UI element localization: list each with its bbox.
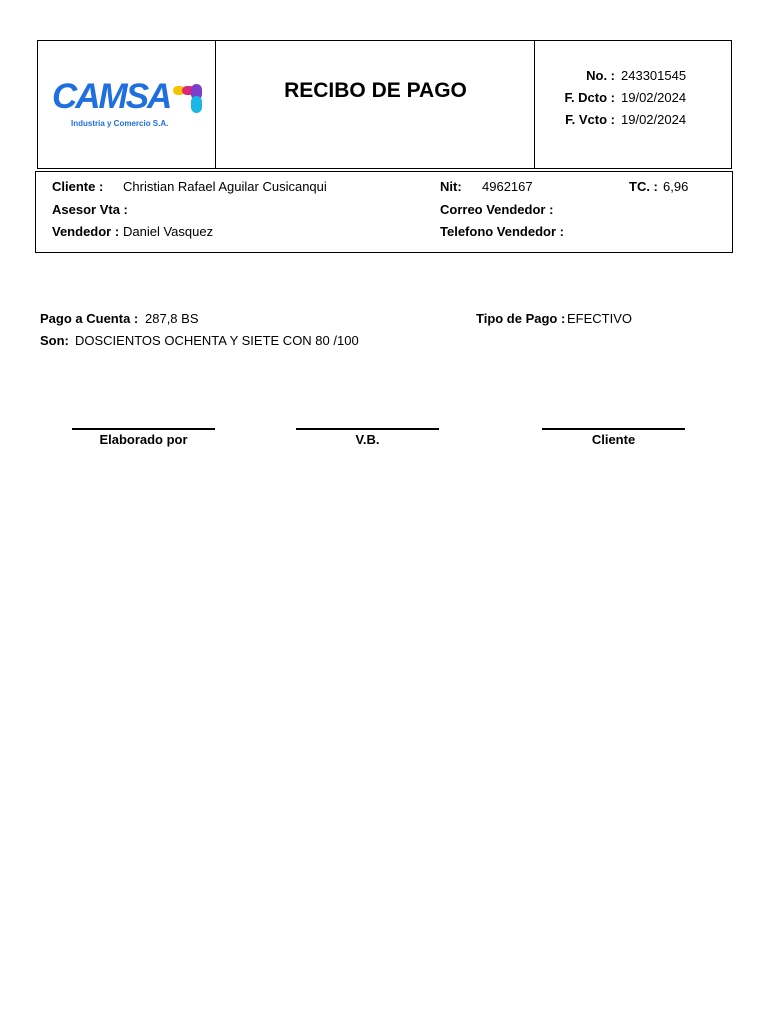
logo-mark-icon <box>173 84 203 114</box>
client-info-box <box>35 171 733 253</box>
tipo-pago-label: Tipo de Pago : <box>476 311 566 326</box>
logo-text: CAMSA <box>52 77 171 116</box>
telefono-vendedor-label: Telefono Vendedor : <box>440 224 564 239</box>
pago-cuenta-label: Pago a Cuenta : <box>40 311 139 326</box>
vb-label: V.B. <box>355 432 380 447</box>
logo-subtitle: Industria y Comercio S.A. <box>71 119 169 128</box>
due-date-label: F. Vcto : <box>565 112 615 127</box>
signature-line-cliente <box>542 428 685 430</box>
cliente-value: Christian Rafael Aguilar Cusicanqui <box>123 179 327 194</box>
doc-date: 19/02/2024 <box>621 90 687 105</box>
tipo-pago-value: EFECTIVO <box>567 311 633 326</box>
vendedor-label: Vendedor : <box>52 224 120 239</box>
nit-label: Nit: <box>440 179 462 194</box>
signature-line-elaborado <box>72 428 215 430</box>
due-date: 19/02/2024 <box>621 112 687 127</box>
tc-value: 6,96 <box>663 179 689 194</box>
asesor-label: Asesor Vta : <box>52 202 128 217</box>
cliente-signature-label: Cliente <box>591 432 636 447</box>
signature-line-vb <box>296 428 439 430</box>
header-divider <box>215 41 216 168</box>
nit-value: 4962167 <box>482 179 533 194</box>
number-label: No. : <box>586 68 615 83</box>
doc-date-label: F. Dcto : <box>564 90 615 105</box>
elaborado-por-label: Elaborado por <box>99 432 188 447</box>
correo-vendedor-label: Correo Vendedor : <box>440 202 554 217</box>
son-value: DOSCIENTOS OCHENTA Y SIETE CON 80 /100 <box>75 333 359 348</box>
document-title: RECIBO DE PAGO <box>284 79 467 102</box>
tc-label: TC. : <box>629 179 658 194</box>
vendedor-value: Daniel Vasquez <box>123 224 214 239</box>
cliente-label: Cliente : <box>52 179 104 194</box>
receipt-number: 243301545 <box>621 68 687 83</box>
son-label: Son: <box>40 333 69 348</box>
pago-cuenta-value: 287,8 BS <box>145 311 199 326</box>
header-box <box>37 40 732 169</box>
